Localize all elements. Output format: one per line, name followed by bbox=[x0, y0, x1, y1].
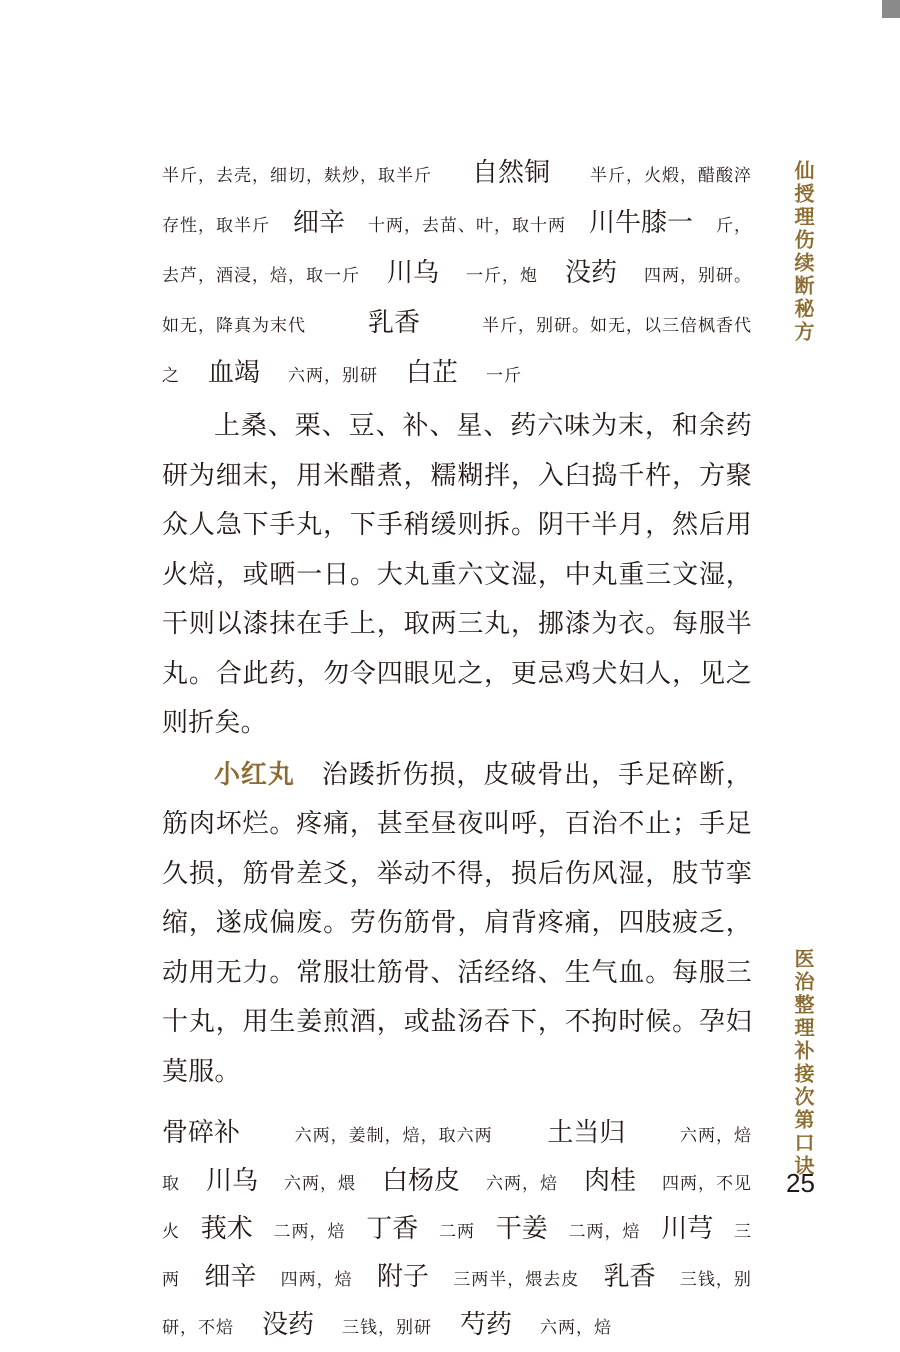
ingredient-line bbox=[162, 1157, 752, 1205]
herb-note: 六两，焙 bbox=[540, 1318, 613, 1338]
herb-name: 细辛 bbox=[204, 1262, 257, 1292]
herb-name: 川乌 bbox=[386, 258, 439, 288]
herb-note: 六两，焙 bbox=[485, 1174, 558, 1194]
ingredient-line bbox=[162, 248, 752, 298]
ingredient-line bbox=[162, 148, 752, 198]
herb-note: 半斤，去壳，细切，麸炒，取半斤 bbox=[162, 166, 432, 186]
herb-name: 没药 bbox=[564, 258, 617, 288]
ingredient-line bbox=[162, 1205, 752, 1253]
herb-name: 细辛 bbox=[292, 208, 345, 238]
herb-name: 白杨皮 bbox=[381, 1166, 460, 1196]
herb-name: 肉桂 bbox=[583, 1166, 636, 1196]
herb-name: 附子 bbox=[376, 1262, 429, 1292]
herb-note: 三 bbox=[733, 1222, 752, 1242]
page-corner-mark bbox=[882, 0, 900, 18]
preparation-paragraph: 上桑、栗、豆、补、星、药六味为末，和余药研为细末，用米醋煮，糯糊拌，入臼捣千杵，方聚众人急下手丸，下手稍缓则拆。阴干半月，然后用火焙，或晒一日。大丸重六文湿，中丸重三文湿，干则以漆抹在手上，取两三丸，挪漆为衣。每服半丸。合此药，勿令四眼见之，更忌鸡犬妇人，见之则折矣。 bbox=[162, 411, 752, 738]
running-header-chapter-title: 医治整理补接次第口诀 bbox=[791, 948, 815, 1178]
formula-name: 小红丸 bbox=[214, 759, 295, 790]
herb-name: 丁香 bbox=[366, 1214, 419, 1244]
herb-note: 两 bbox=[162, 1270, 180, 1290]
formula-paragraph bbox=[162, 751, 752, 1098]
herb-note: 去芦，酒浸，焙，取一斤 bbox=[162, 266, 360, 286]
ingredient-line bbox=[162, 1253, 752, 1301]
herb-name: 土当归 bbox=[547, 1118, 626, 1148]
herb-note: 六两，焙 bbox=[680, 1126, 752, 1146]
herb-name: 没药 bbox=[262, 1310, 315, 1340]
herb-note: 六两，煨 bbox=[283, 1174, 356, 1194]
herb-note: 三两半，煨去皮 bbox=[453, 1270, 580, 1290]
herb-note: 半斤，别研。如无，以三倍枫香代 bbox=[481, 316, 752, 336]
herb-note: 之 bbox=[162, 366, 180, 386]
herb-note: 四两，焙 bbox=[280, 1270, 353, 1290]
herb-note: 四两，别研。 bbox=[643, 266, 752, 286]
herb-note: 半斤，火煅，醋酸淬 bbox=[589, 166, 752, 186]
herb-note: 存性，取半斤 bbox=[162, 216, 270, 236]
herb-note: 取 bbox=[162, 1174, 180, 1194]
ingredient-list-2 bbox=[162, 1109, 752, 1349]
herb-note: 火 bbox=[162, 1222, 180, 1242]
herb-note: 二两，焙 bbox=[568, 1222, 641, 1242]
herb-note: 四两，不见 bbox=[661, 1174, 752, 1194]
herb-note: 三钱，别 bbox=[679, 1270, 752, 1290]
herb-name: 血竭 bbox=[208, 358, 261, 388]
ingredient-line bbox=[162, 1301, 752, 1349]
running-header-book-title: 仙授理伤续断秘方 bbox=[791, 160, 815, 344]
herb-name: 乳香 bbox=[603, 1262, 656, 1292]
page-body bbox=[162, 148, 752, 1349]
ingredient-list-1 bbox=[162, 148, 752, 398]
herb-name: 自然铜 bbox=[471, 158, 550, 188]
herb-name: 干姜 bbox=[495, 1214, 548, 1244]
herb-note: 二两 bbox=[438, 1222, 475, 1242]
herb-note: 研，不焙 bbox=[162, 1318, 234, 1338]
herb-name: 骨碎补 bbox=[162, 1118, 241, 1148]
herb-name: 白芷 bbox=[406, 358, 459, 388]
herb-note: 六两，姜制，焙，取六两 bbox=[294, 1126, 493, 1146]
herb-note: 一斤 bbox=[486, 366, 523, 386]
ingredient-line bbox=[162, 1109, 752, 1157]
page-number: 25 bbox=[786, 1168, 815, 1198]
herb-name: 川牛膝一 bbox=[588, 208, 693, 238]
herb-note: 六两，别研 bbox=[288, 366, 379, 386]
herb-note: 一斤，炮 bbox=[465, 266, 538, 286]
ingredient-line bbox=[162, 198, 752, 248]
ingredient-line bbox=[162, 298, 752, 348]
herb-name: 乳香 bbox=[367, 308, 420, 338]
herb-note: 二两，焙 bbox=[273, 1222, 346, 1242]
herb-note: 三钱，别研 bbox=[342, 1318, 433, 1338]
herb-note: 十两，去苗、叶，取十两 bbox=[367, 216, 566, 236]
herb-name: 川芎 bbox=[661, 1214, 714, 1244]
herb-name: 芍药 bbox=[460, 1310, 513, 1340]
herb-note: 斤， bbox=[715, 216, 752, 236]
ingredient-line bbox=[162, 348, 752, 398]
herb-name: 川乌 bbox=[205, 1166, 258, 1196]
herb-name: 莪术 bbox=[200, 1214, 253, 1244]
formula-description: 治踒折伤损，皮破骨出，手足碎断，筋肉坏烂。疼痛，甚至昼夜叫呼，百治不止；手足久损，筋骨差爻，举动不得，损后伤风湿，肢节挛缩，遂成偏废。劳伤筋骨，肩背疼痛，四肢疲乏，动用无力。常服壮筋骨、活经络、生气血。每服三十丸，用生姜煎酒，或盐汤吞下，不拘时候。孕妇莫服。 bbox=[162, 759, 752, 1087]
herb-note: 如无，降真为末代 bbox=[162, 316, 306, 336]
